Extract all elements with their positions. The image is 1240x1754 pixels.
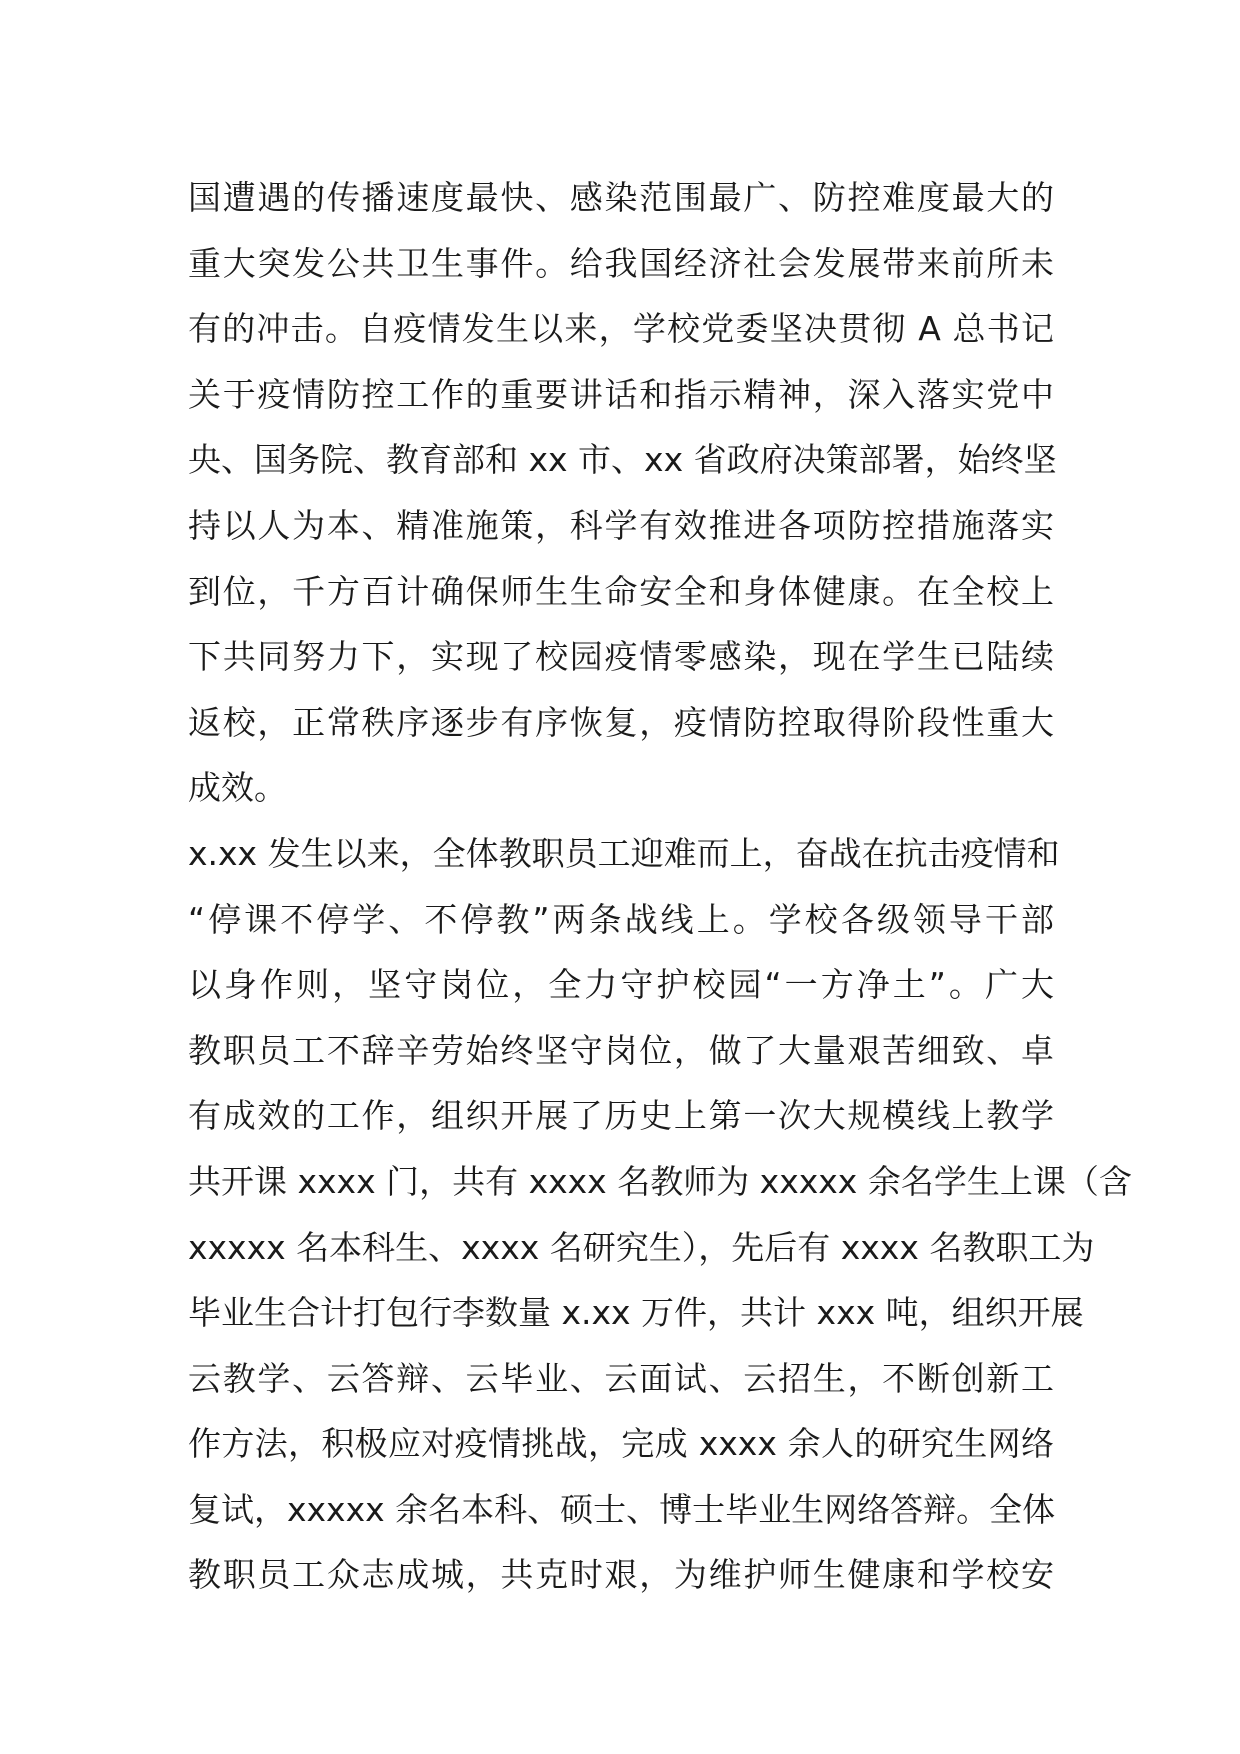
text-line: 央、国务院、教育部和 xx 市、xx 省政府决策部署，始终坚 (188, 440, 1057, 480)
text-line: 教职员工不辞辛劳始终坚守岗位，做了大量艰苦细致、卓 (188, 1030, 1054, 1070)
text-line: 以身作则，坚守岗位，全力守护校园“一方净土”。广大 (188, 965, 1054, 1005)
text-line: 毕业生合计打包行李数量 x.xx 万件，共计 xxx 吨，组织开展 (188, 1293, 1084, 1333)
text-line: 成效。 (188, 768, 287, 808)
paragraph-1 (188, 165, 1057, 821)
text-line: 到位，千方百计确保师生生命安全和身体健康。在全校上 (188, 571, 1054, 611)
text-line: 国遭遇的传播速度最快、感染范围最广、防控难度最大的 (188, 178, 1054, 217)
text-line: 返校，正常秩序逐步有序恢复，疫情防控取得阶段性重大 (188, 702, 1054, 742)
text-line: 下共同努力下，实现了校园疫情零感染，现在学生已陆续 (188, 637, 1054, 677)
text-line: xxxxx 名本科生、xxxx 名研究生），先后有 xxxx 名教职工为 (188, 1227, 1095, 1267)
text-line: 作方法，积极应对疫情挑战，完成 xxxx 余人的研究生网络 (188, 1424, 1054, 1464)
text-line: 有的冲击。自疫情发生以来，学校党委坚决贯彻 A 总书记 (188, 309, 1054, 349)
text-line: 共开课 xxxx 门，共有 xxxx 名教师为 xxxxx 余名学生上课（含 (188, 1161, 1132, 1201)
text-line: “停课不停学、不停教”两条战线上。学校各级领导干部 (188, 899, 1054, 939)
text-line: 关于疫情防控工作的重要讲话和指示精神，深入落实党中 (188, 374, 1054, 414)
text-line: x.xx 发生以来，全体教职员工迎难而上，奋战在抗击疫情和 (188, 833, 1060, 873)
text-line: 有成效的工作，组织开展了历史上第一次大规模线上教学 (188, 1096, 1054, 1136)
text-line: 复试，xxxxx 余名本科、硕士、博士毕业生网络答辩。全体 (188, 1489, 1056, 1529)
text-line: 教职员工众志成城，共克时艰，为维护师生健康和学校安 (188, 1555, 1054, 1595)
text-line: 重大突发公共卫生事件。给我国经济社会发展带来前所未 (188, 243, 1054, 283)
text-line: 云教学、云答辩、云毕业、云面试、云招生，不断创新工 (188, 1358, 1054, 1398)
paragraph-2 (188, 821, 1132, 1608)
text-line: 持以人为本、精准施策，科学有效推进各项防控措施落实 (188, 505, 1054, 545)
document-body (188, 165, 1132, 1608)
